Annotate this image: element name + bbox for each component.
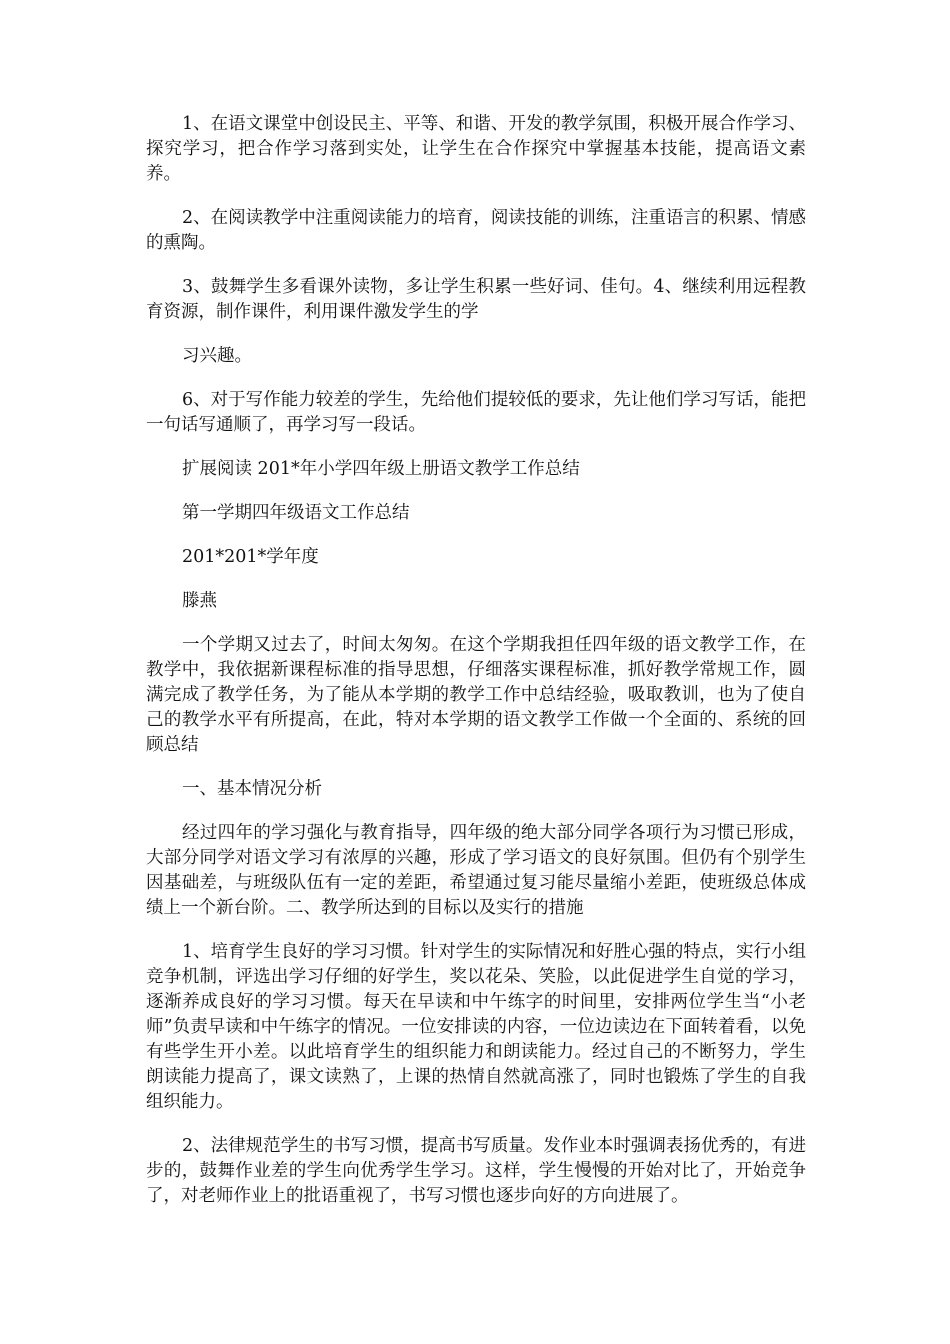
extended-reading-heading: 扩展阅读 201*年小学四年级上册语文教学工作总结	[182, 459, 580, 479]
paragraph-basic-analysis: 经过四年的学习强化与教育指导，四年级的绝大部分同学各项行为习惯已形成，大部分同学对语文学习有浓厚的兴趣，形成了学习语文的良好氛围。但仍有个别学生因基础差，与班级队伍有一定的差距，希望通过复习能尽量缩小差距，使班级总体成绩上一个新台阶。二、教学所达到的目标以及实行的措施	[146, 823, 806, 918]
paragraph-goal-6: 6、对于写作能力较差的学生，先给他们提较低的要求，先让他们学习写话，能把一句话写通顺了，再学习写一段话。	[146, 390, 806, 435]
paragraph-introduction: 一个学期又过去了，时间太匆匆。在这个学期我担任四年级的语文教学工作，在教学中，我依据新课程标准的指导思想，仔细落实课程标准，抓好教学常规工作，圆满完成了教学任务，为了能从本学期的教学工作中总结经验，吸取教训，也为了使自己的教学水平有所提高，在此，特对本学期的语文教学工作做一个全面的、系统的回顾总结	[146, 635, 806, 755]
paragraph-goal-3-continued: 习兴趣。	[182, 346, 252, 366]
school-year: 201*201*学年度	[182, 547, 319, 567]
summary-title: 第一学期四年级语文工作总结	[182, 503, 410, 523]
paragraph-goal-3: 3、鼓舞学生多看课外读物，多让学生积累一些好词、佳句。4、继续利用远程教育资源，制作课件，利用课件激发学生的学	[146, 277, 806, 322]
document-body	[146, 112, 806, 1228]
paragraph-writing-habits: 2、法律规范学生的书写习惯，提高书写质量。发作业本时强调表扬优秀的，有进步的，鼓舞作业差的学生向优秀学生学习。这样，学生慢慢的开始对比了，开始竞争了，对老师作业上的批语重视了，书写习惯也逐步向好的方向进展了。	[146, 1136, 806, 1206]
paragraph-goal-2: 2、在阅读教学中注重阅读能力的培育，阅读技能的训练，注重语言的积累、情感的熏陶。	[146, 208, 806, 253]
section-heading-basic-analysis: 一、基本情况分析	[182, 779, 322, 799]
author-name: 滕燕	[182, 591, 217, 611]
paragraph-goal-1: 1、在语文课堂中创设民主、平等、和谐、开发的教学氛围，积极开展合作学习、探究学习，把合作学习落到实处，让学生在合作探究中掌握基本技能，提高语文素养。	[146, 114, 806, 184]
paragraph-habit-training: 1、培育学生良好的学习习惯。针对学生的实际情况和好胜心强的特点，实行小组竞争机制，评选出学习仔细的好学生，奖以花朵、笑脸，以此促进学生自觉的学习，逐渐养成良好的学习习惯。每天在早读和中午练字的时间里，安排两位学生当“小老师”负责早读和中午练字的情况。一位安排读的内容，一位边读边在下面转着看，以免有些学生开小差。以此培育学生的组织能力和朗读能力。经过自己的不断努力，学生朗读能力提高了，课文读熟了，上课的热情自然就高涨了，同时也锻炼了学生的自我组织能力。	[146, 942, 806, 1112]
